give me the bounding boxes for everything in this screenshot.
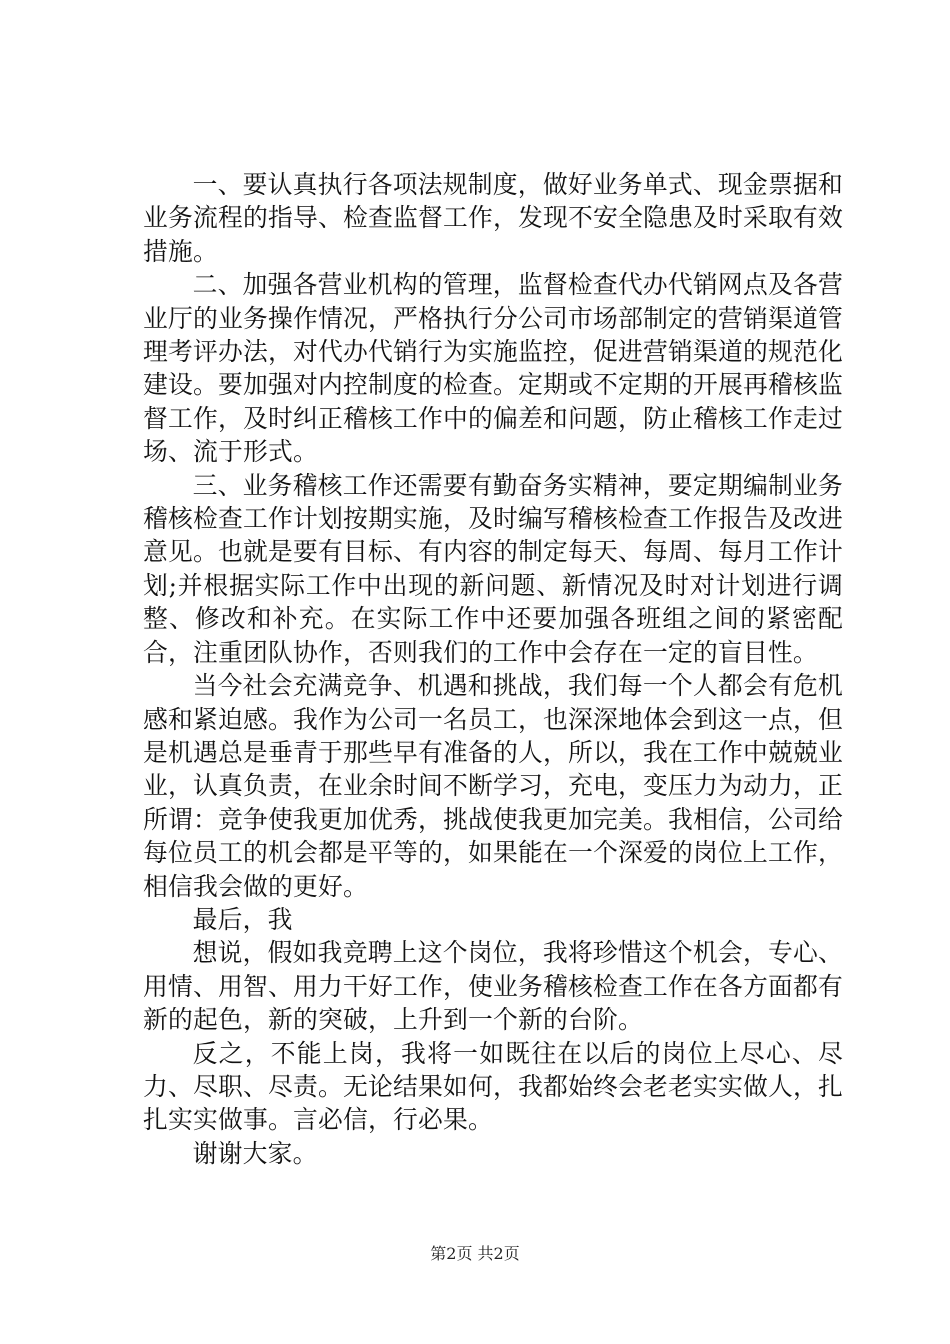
paragraph-rule-two: 二、加强各营业机构的管理，监督检查代办代销网点及各营业厅的业务操作情况，严格执行分公司市场部制定的营销渠道管理考评办法，对代办代销行为实施监控，促进营销渠道的规范化建设。要加强对内控制度的检查。定期或不定期的开展再稽核监督工作，及时纠正稽核工作中的偏差和问题，防止稽核工作走过场、流于形式。	[143, 270, 843, 467]
paragraph-finally: 最后，我	[192, 904, 293, 934]
paragraph-thanks: 谢谢大家。	[192, 1138, 318, 1168]
paragraph-rule-three: 三、业务稽核工作还需要有勤奋务实精神，要定期编制业务稽核检查工作计划按期实施，及时编写稽核检查工作报告及改进意见。也就是要有目标、有内容的制定每天、每周、每月工作计划;并根据实际工作中出现的新问题、新情况及时对计划进行调整、修改和补充。在实际工作中还要加强各班组之间的紧密配合，注重团队协作，否则我们的工作中会存在一定的盲目性。	[143, 470, 843, 667]
document-body	[143, 168, 843, 1170]
paragraph-wish: 想说，假如我竞聘上这个岗位，我将珍惜这个机会，专心、用情、用智、用力干好工作，使业务稽核检查工作在各方面都有新的起色，新的突破，上升到一个新的台阶。	[143, 938, 843, 1035]
paragraph-rule-one: 一、要认真执行各项法规制度，做好业务单式、现金票据和业务流程的指导、检查监督工作，发现不安全隐患及时采取有效措施。	[143, 170, 843, 266]
paragraph-competition: 当今社会充满竞争、机遇和挑战，我们每一个人都会有危机感和紧迫感。我作为公司一名员工，也深深地体会到这一点，但是机遇总是垂青于那些早有准备的人，所以，我在工作中兢兢业业，认真负责，在业余时间不断学习，充电，变压力为动力，正所谓：竞争使我更加优秀，挑战使我更加完美。我相信，公司给每位员工的机会都是平等的，如果能在一个深爱的岗位上工作，相信我会做的更好。	[143, 671, 843, 901]
paragraph-otherwise: 反之，不能上岗，我将一如既往在以后的岗位上尽心、尽力、尽职、尽责。无论结果如何，我都始终会老老实实做人，扎扎实实做事。言必信，行必果。	[143, 1038, 843, 1135]
page-footer: 第2页 共2页	[430, 1244, 520, 1263]
